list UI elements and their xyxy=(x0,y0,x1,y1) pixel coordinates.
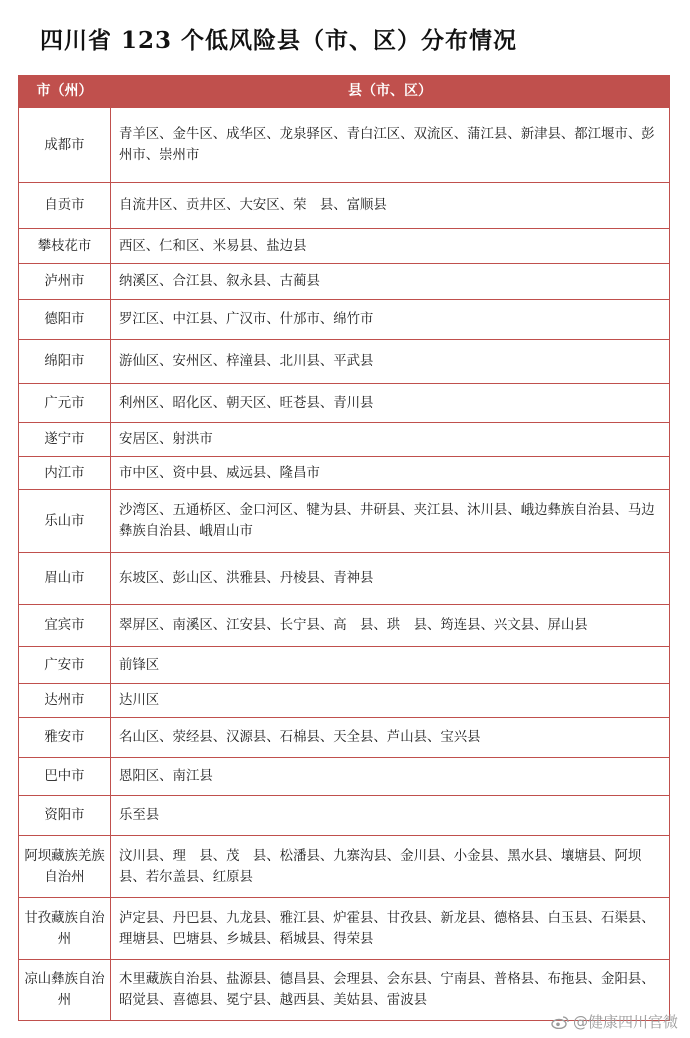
city-cell: 成都市 xyxy=(19,108,111,183)
city-cell: 达州市 xyxy=(19,684,111,718)
table-row xyxy=(19,490,670,553)
weibo-icon xyxy=(551,1015,569,1029)
table-row xyxy=(19,264,670,300)
table-row xyxy=(19,457,670,490)
table-row xyxy=(19,108,670,183)
city-cell: 乐山市 xyxy=(19,490,111,553)
city-cell: 绵阳市 xyxy=(19,340,111,384)
city-cell: 德阳市 xyxy=(19,300,111,340)
header-city: 市（州） xyxy=(19,76,111,108)
counties-cell: 东坡区、彭山区、洪雅县、丹棱县、青神县 xyxy=(111,553,670,605)
counties-cell: 乐至县 xyxy=(111,796,670,836)
counties-cell: 恩阳区、南江县 xyxy=(111,758,670,796)
table-row xyxy=(19,796,670,836)
table-row xyxy=(19,183,670,229)
table-row xyxy=(19,605,670,647)
table-row xyxy=(19,684,670,718)
city-cell: 广安市 xyxy=(19,647,111,684)
counties-cell: 自流井区、贡井区、大安区、荣 县、富顺县 xyxy=(111,183,670,229)
city-cell: 遂宁市 xyxy=(19,423,111,457)
counties-cell: 纳溪区、合江县、叙永县、古蔺县 xyxy=(111,264,670,300)
counties-cell: 罗江区、中江县、广汉市、什邡市、绵竹市 xyxy=(111,300,670,340)
watermark-text: @健康四川官微 xyxy=(572,1013,678,1031)
city-cell: 内江市 xyxy=(19,457,111,490)
counties-cell: 名山区、荥经县、汉源县、石棉县、天全县、芦山县、宝兴县 xyxy=(111,718,670,758)
city-cell: 眉山市 xyxy=(19,553,111,605)
city-cell: 巴中市 xyxy=(19,758,111,796)
table-header-row xyxy=(19,76,670,108)
counties-cell: 市中区、资中县、威远县、隆昌市 xyxy=(111,457,670,490)
city-cell: 雅安市 xyxy=(19,718,111,758)
city-cell: 宜宾市 xyxy=(19,605,111,647)
counties-cell: 汶川县、理 县、茂 县、松潘县、九寨沟县、金川县、小金县、黑水县、壤塘县、阿坝县、若尔盖县、红原县 xyxy=(111,836,670,898)
counties-cell: 翠屏区、南溪区、江安县、长宁县、高 县、珙 县、筠连县、兴文县、屏山县 xyxy=(111,605,670,647)
city-cell: 凉山彝族自治州 xyxy=(19,960,111,1021)
table-row xyxy=(19,423,670,457)
page-title: 四川省 123 个低风险县（市、区）分布情况 xyxy=(40,27,518,54)
counties-cell: 木里藏族自治县、盐源县、德昌县、会理县、会东县、宁南县、普格县、布拖县、金阳县、昭觉县、喜德县、冕宁县、越西县、美姑县、雷波县 xyxy=(111,960,670,1021)
table-row xyxy=(19,718,670,758)
district-table xyxy=(18,75,670,1021)
counties-cell: 利州区、昭化区、朝天区、旺苍县、青川县 xyxy=(111,384,670,423)
counties-cell: 游仙区、安州区、梓潼县、北川县、平武县 xyxy=(111,340,670,384)
counties-cell: 沙湾区、五通桥区、金口河区、犍为县、井研县、夹江县、沐川县、峨边彝族自治县、马边彝族自治县、峨眉山市 xyxy=(111,490,670,553)
city-cell: 广元市 xyxy=(19,384,111,423)
city-cell: 阿坝藏族羌族自治州 xyxy=(19,836,111,898)
table-row xyxy=(19,300,670,340)
counties-cell: 西区、仁和区、米易县、盐边县 xyxy=(111,229,670,264)
city-cell: 资阳市 xyxy=(19,796,111,836)
city-cell: 泸州市 xyxy=(19,264,111,300)
counties-cell: 达川区 xyxy=(111,684,670,718)
city-cell: 甘孜藏族自治州 xyxy=(19,898,111,960)
table-row xyxy=(19,229,670,264)
table-row xyxy=(19,647,670,684)
table-row xyxy=(19,758,670,796)
table-row xyxy=(19,553,670,605)
counties-cell: 前锋区 xyxy=(111,647,670,684)
table-row xyxy=(19,340,670,384)
city-cell: 自贡市 xyxy=(19,183,111,229)
table-row xyxy=(19,898,670,960)
counties-cell: 安居区、射洪市 xyxy=(111,423,670,457)
table-row xyxy=(19,836,670,898)
counties-cell: 青羊区、金牛区、成华区、龙泉驿区、青白江区、双流区、蒲江县、新津县、都江堰市、彭州市、崇州市 xyxy=(111,108,670,183)
watermark xyxy=(551,1011,678,1032)
table-row xyxy=(19,384,670,423)
counties-cell: 泸定县、丹巴县、九龙县、雅江县、炉霍县、甘孜县、新龙县、德格县、白玉县、石渠县、理塘县、巴塘县、乡城县、稻城县、得荣县 xyxy=(111,898,670,960)
city-cell: 攀枝花市 xyxy=(19,229,111,264)
header-counties: 县（市、区） xyxy=(111,76,670,108)
